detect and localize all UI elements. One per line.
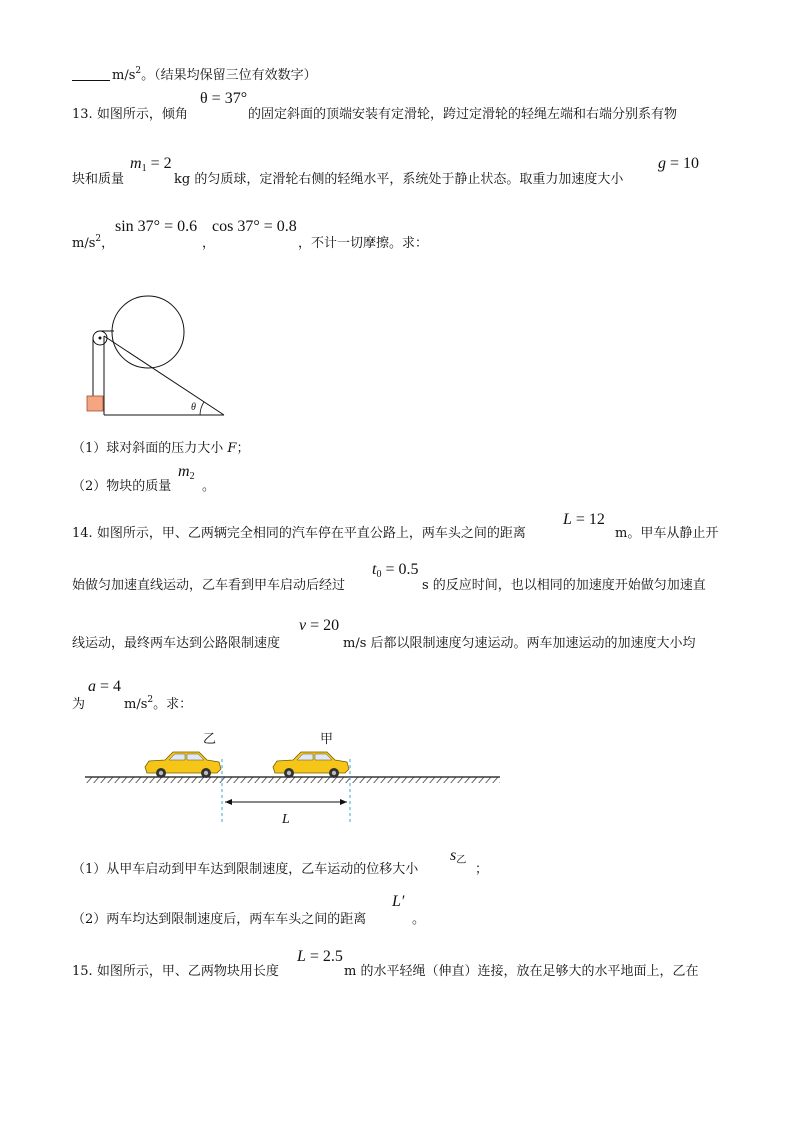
car-yi	[145, 752, 221, 778]
q13-sub1: （1）球对斜面的压力大小 F；	[72, 441, 250, 456]
q13-line2a: 块和质量	[72, 172, 125, 187]
q13-sin-expr: sin 37° = 0.6	[115, 218, 198, 235]
cars-figure	[85, 745, 505, 830]
answer-blank	[72, 70, 110, 81]
q15-line1a: 15. 如图所示，甲、乙两物块用长度	[72, 964, 279, 979]
block	[87, 396, 103, 411]
q15-L-expr: L = 2.5	[297, 948, 343, 965]
q14-line2a: 始做匀加速直线运动，乙车看到甲车启动后经过	[72, 578, 346, 593]
q15-line1b: m 的水平轻绳（伸直）连接，放在足够大的水平地面上，乙在	[344, 964, 699, 979]
q14-line1b: m。甲车从静止开	[615, 526, 719, 541]
q13-line3-end: ，不计一切摩擦。求：	[298, 236, 429, 251]
q14-s-expr: $s_乙$	[450, 847, 467, 866]
incline-surface	[104, 336, 224, 415]
q13-line1b: 的固定斜面的顶端安装有定滑轮，跨过定滑轮的轻绳左端和右端分别系有物	[248, 107, 678, 122]
q13-sub2-end: 。	[202, 479, 216, 494]
q14-line3b: m/s 后都以限制速度匀速运动。两车加速运动的加速度大小均	[343, 636, 696, 651]
q13-cos-expr: cos 37° = 0.8	[212, 218, 297, 235]
q13-theta-expr: θ = 37°	[200, 90, 248, 107]
q13-sub2: （2）物块的质量	[72, 479, 172, 494]
q14-line4a: 为	[72, 697, 86, 712]
q14-line2b: s 的反应时间，也以相同的加速度开始做匀加速直	[422, 578, 706, 593]
label-car-jia: 甲	[320, 732, 334, 747]
q14-line1a: 14. 如图所示，甲、乙两辆完全相同的汽车停在平直公路上，两车头之间的距离	[72, 526, 526, 541]
q14-v-expr: v = 20	[299, 617, 340, 634]
q14-sub2-end: 。	[412, 912, 426, 927]
theta-label: θ	[191, 402, 196, 413]
q14-sub1-end: ；	[475, 862, 489, 877]
label-L: L	[282, 812, 290, 827]
pulley-axle	[99, 337, 102, 340]
answer-line: $m/s^2$。（结果均保留三位有效数字）	[72, 64, 317, 83]
q14-line3a: 线运动，最终两车达到公路限制速度	[72, 636, 281, 651]
q13-line2b: kg 的匀质球，定滑轮右侧的轻绳水平，系统处于静止状态。取重力加速度大小	[174, 172, 624, 187]
q14-sub2: （2）两车均达到限制速度后，两车车头之间的距离	[72, 912, 367, 927]
car-jia	[273, 752, 349, 778]
q14-Lp-expr: L′	[392, 893, 405, 910]
q13-m1-expr: $m_1 = 2$	[130, 155, 172, 174]
q14-t0-expr: $t_0 = 0.5$	[372, 561, 419, 580]
incline-figure	[80, 290, 240, 425]
q13-m2-expr: $m_2$	[178, 463, 195, 482]
ball	[112, 296, 184, 368]
q13-line3-unit: $m/s^2$，	[72, 234, 115, 251]
angle-arc	[200, 402, 204, 415]
road-hatch	[85, 777, 500, 783]
q13-comma: ，	[202, 236, 216, 251]
q14-L-expr: L = 12	[563, 511, 605, 528]
q14-a-expr: a = 4	[88, 678, 122, 695]
label-car-yi: 乙	[203, 732, 217, 747]
q13-g-expr: g = 10	[658, 155, 700, 172]
q14-sub1: （1）从甲车启动到甲车达到限制速度，乙车运动的位移大小	[72, 862, 419, 877]
q14-line4b: $m/s^2$。求：	[124, 695, 193, 712]
q13-line1: 13. 如图所示，倾角	[72, 107, 188, 122]
